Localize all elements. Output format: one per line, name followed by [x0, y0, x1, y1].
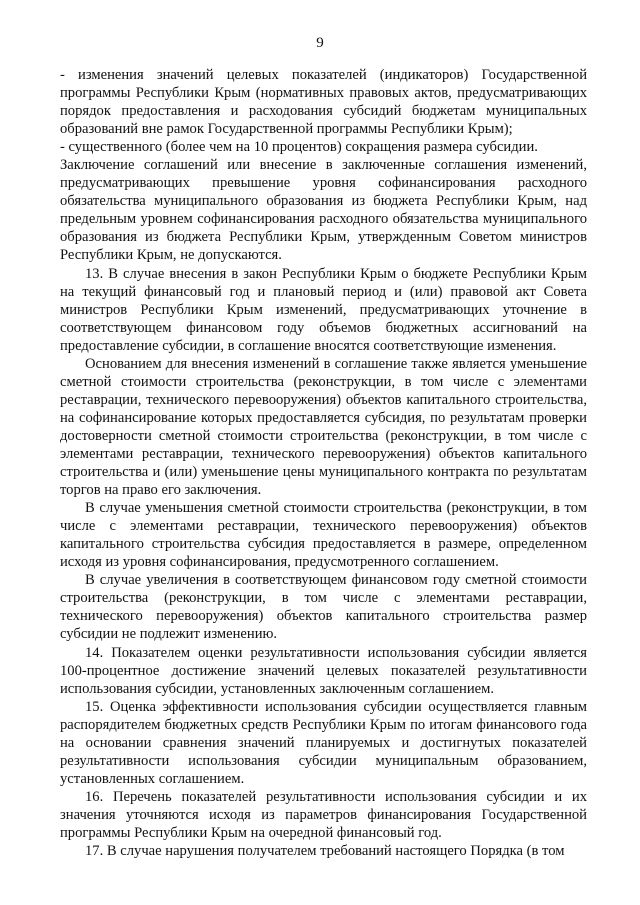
paragraph-indicator-changes: - изменения значений целевых показателей (индикаторов) Государственной программы Республики Крым (нормативных правовых актов, предусматривающих порядок предоставления и расходования субсидий бюджетам муниципальных образований вне рамок Государственной программы Республики Крым); — [60, 67, 587, 138]
document-body — [60, 66, 587, 860]
page-number: 9 — [316, 35, 324, 51]
paragraph-cost-increase: В случае увеличения в соответствующем финансовом году сметной стоимости строительства (реконструкции, в том числе с элементами реставрации, технического перевооружения) объектов капитального строительства размер субсидии не подлежит изменению. — [60, 572, 587, 643]
paragraph-item-17: 17. В случае нарушения получателем требований настоящего Порядка (в том — [85, 843, 565, 860]
paragraph-cost-decrease: В случае уменьшения сметной стоимости строительства (реконструкции, в том числе с элементами реставрации, технического перевооружения) объектов капитального строительства субсидия предоставляется в размере, определенном исходя из уровня софинансирования, предусмотренного соглашением. — [60, 500, 587, 571]
paragraph-subsidy-reduction: - существенного (более чем на 10 процентов) сокращения размера субсидии. — [60, 139, 538, 156]
paragraph-grounds-for-changes: Основанием для внесения изменений в соглашение также является уменьшение сметной стоимости строительства (реконструкции, в том числе с элементами реставрации, технического перевооружения) объектов капитального строительства, на софинансирование которых предоставляется субсидия, по результатам проверки достоверности сметной стоимости строительства (реконструкции, в том числе с элементами реставрации, технического перевооружения) объектов капитального строительства и (или) уменьшение цены муниципального контракта по результатам торгов на право его заключения. — [60, 355, 587, 499]
paragraph-item-14: 14. Показателем оценки результативности использования субсидии является 100-процентное достижение значений целевых показателей результативности использования субсидии, установленных заключенным соглашением. — [60, 644, 587, 697]
paragraph-item-13: 13. В случае внесения в закон Республики Крым о бюджете Республики Крым на текущий финансовый год и плановый период и (или) правовой акт Совета министров Республики Крым изменений, предусматривающих уточнение в соответствующем финансовом году объемов бюджетных ассигнований на предоставление субсидии, в соглашение вносятся соответствующие изменения. — [60, 265, 587, 354]
paragraph-cofinancing-limit: Заключение соглашений или внесение в заключенные соглашения изменений, предусматривающих превышение уровня софинансирования расходного обязательства муниципального образования из бюджета Республики Крым, над предельным уровнем софинансирования расходного обязательства муниципального образования из бюджета Республики Крым, утвержденным Советом министров Республики Крым, не допускаются. — [60, 157, 587, 264]
paragraph-item-15: 15. Оценка эффективности использования субсидии осуществляется главным распорядителем бюджетных средств Республики Крым по итогам финансового года на основании сравнения значений планируемых и достигнутых показателей результативности использования субсидии муниципальным образованием, установленных соглашением. — [60, 698, 587, 787]
paragraph-item-16: 16. Перечень показателей результативности использования субсидии и их значения уточняются исходя из параметров финансирования Государственной программы Республики Крым на очередной финансовый год. — [60, 788, 587, 841]
